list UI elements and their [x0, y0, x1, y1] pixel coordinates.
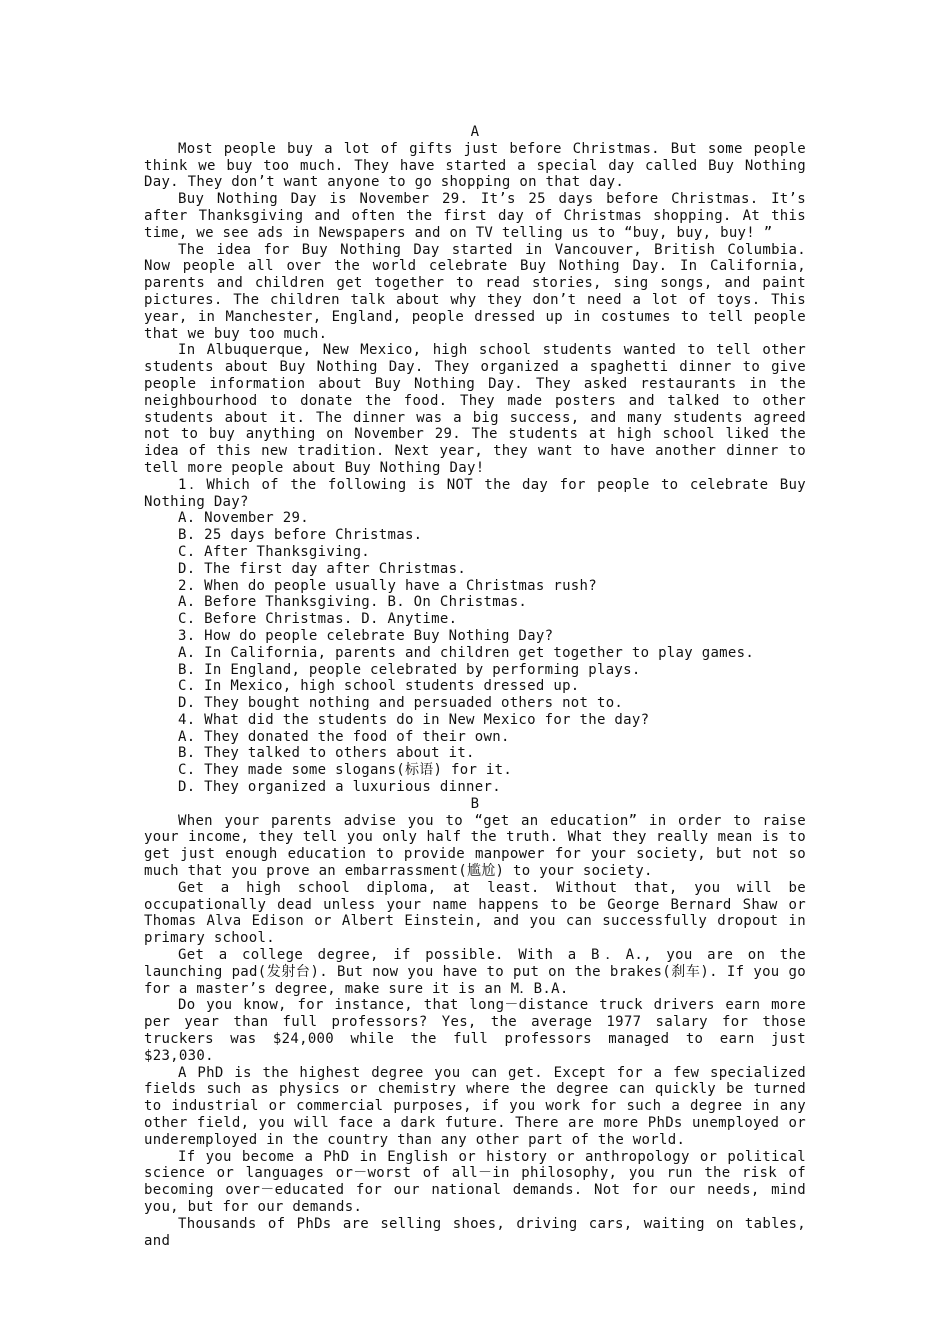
option: B. In England, people celebrated by performing plays. [178, 661, 641, 678]
option: B. They talked to others about it. [178, 745, 475, 762]
option: A. They donated the food of their own. [178, 728, 510, 745]
document-page [144, 124, 806, 1249]
question-4: 4. What did the students do in New Mexico for the day? [178, 711, 650, 728]
option: A. November 29. [178, 510, 309, 527]
paragraph: In Albuquerque, New Mexico, high school students wanted to tell other students about Buy Nothing Day. They organized a spaghetti dinner to give people information about Buy Nothing Day. They asked restaurants in the neighbourhood to donate the food. They made posters and talked to other students about it. The dinner was a big success, and many students agreed not to buy anything on November 29. The students at high school liked the idea of this new tradition. Next year, they want to have another dinner to tell more people about Buy Nothing Day! [144, 342, 806, 476]
option: C. Before Christmas. D. Anytime. [178, 611, 458, 628]
paragraph: A PhD is the highest degree you can get. Except for a few specialized fields such as physics or chemistry where the degree can quickly be turned to industrial or commercial purposes, if you work for such a degree in any other field, you will face a dark future. There are more PhDs unemployed or underemployed in the country than any other part of the world. [144, 1064, 806, 1148]
question-2: 2. When do people usually have a Christmas rush? [178, 577, 597, 594]
paragraph: If you become a PhD in English or history or anthropology or political science or languages or－worst of all－in philosophy, you run the risk of becoming over－educated for our national demands. Not for our needs, mind you, but for our demands. [144, 1148, 806, 1215]
paragraph: Most people buy a lot of gifts just before Christmas. But some people think we buy too much. They have started a special day called Buy Nothing Day. They don’t want anyone to go shopping on that day. [144, 140, 806, 191]
paragraph: Get a high school diploma, at least. Without that, you will be occupationally dead unless your name happens to be George Bernard Shaw or Thomas Alva Edison or Albert Einstein, and you can successfully dropout in primary school. [144, 879, 806, 947]
option: D. The first day after Christmas. [178, 560, 467, 577]
option: D. They organized a luxurious dinner. [178, 779, 501, 796]
section-a-heading: A [470, 124, 480, 140]
option: C. In Mexico, high school students dressed up. [178, 678, 580, 695]
paragraph: Buy Nothing Day is November 29. It’s 25 days before Christmas. It’s after Thanksgiving and often the first day of Christmas shopping. At this time, we see ads in Newspapers and on TV telling us to “buy, buy, buy! ” [144, 191, 806, 241]
option: D. They bought nothing and persuaded others not to. [178, 695, 624, 712]
question-1: 1．Which of the following is NOT the day for people to celebrate Buy Nothing Day? [144, 476, 806, 510]
paragraph: When your parents advise you to “get an education” in order to raise your income, they tell you only half the truth. What they really mean is to get just enough education to provide manpower for your society, but not so much that you prove an embarrassment(尴尬) to your society. [144, 812, 806, 880]
option: B. 25 days before Christmas. [178, 527, 423, 544]
option: A. In California, parents and children get together to play games. [178, 644, 755, 661]
option: C. After Thanksgiving. [178, 543, 371, 560]
paragraph: Thousands of PhDs are selling shoes, driving cars, waiting on tables, and [144, 1215, 806, 1249]
question-3: 3. How do people celebrate Buy Nothing Day? [178, 627, 554, 644]
paragraph: Do you know, for instance, that long－distance truck drivers earn more per year than full professors? Yes, the average 1977 salary for those truckers was $24,000 while the full professors managed to earn just $23,030. [144, 997, 806, 1064]
option: C. They made some slogans(标语) for it. [178, 762, 513, 779]
paragraph: Get a college degree, if possible. With a B．A., you are on the launching pad(发射台). But now you have to put on the brakes(刹车). If you go for a master’s degree, make sure it is an M．B.A. [144, 947, 806, 997]
paragraph: The idea for Buy Nothing Day started in Vancouver, British Columbia. Now people all over the world celebrate Buy Nothing Day. In California, parents and children get together to read stories, sing songs, and paint pictures. The children talk about why they don’t need a lot of toys. This year, in Manchester, England, people dressed up in costumes to tell people that we buy too much. [144, 241, 806, 342]
section-b-heading: B [470, 795, 480, 812]
option: A. Before Thanksgiving. B. On Christmas. [178, 594, 528, 611]
